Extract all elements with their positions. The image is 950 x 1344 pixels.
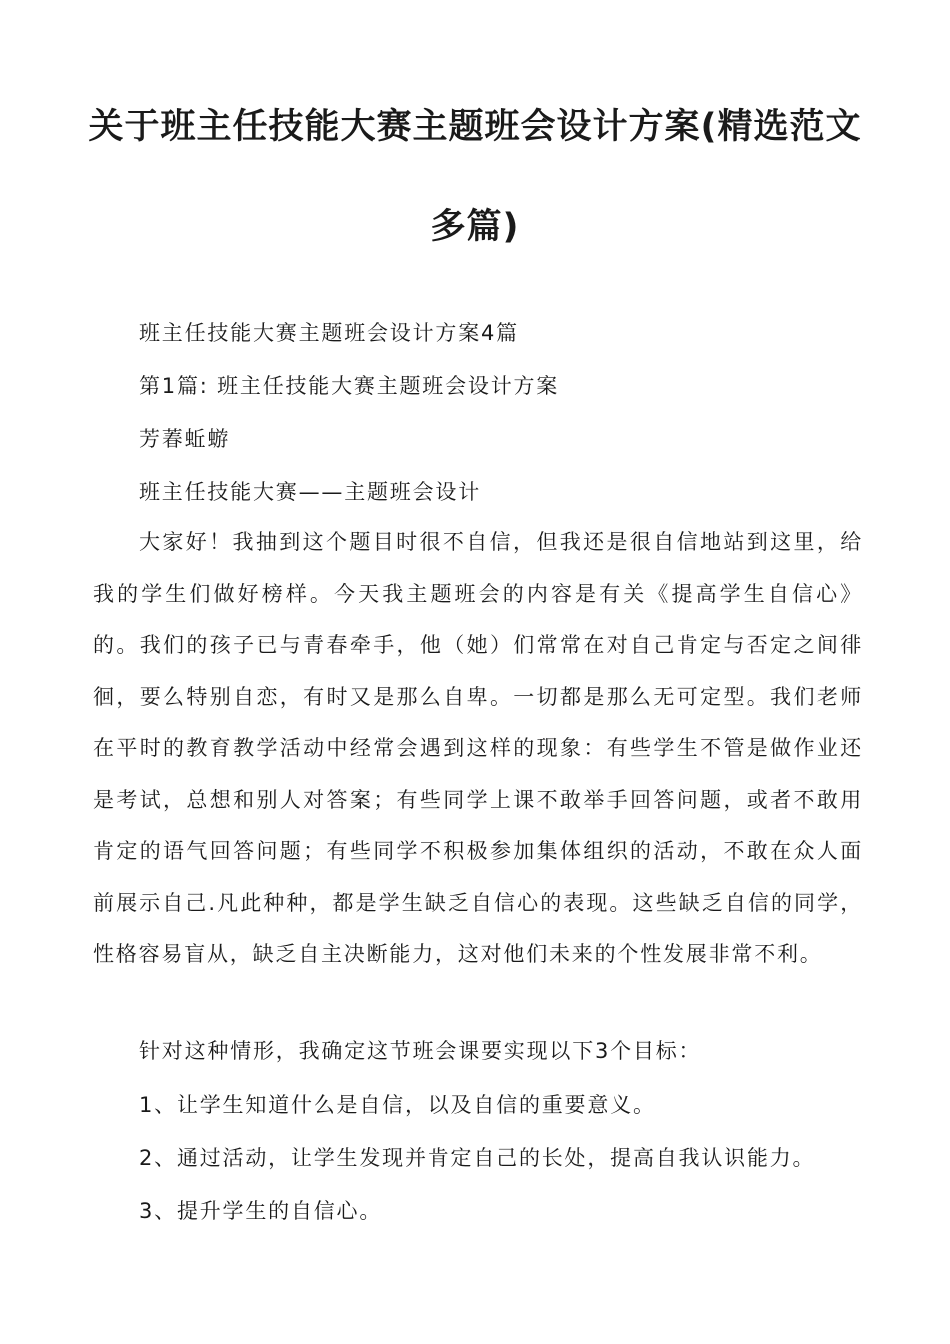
author-line: 芳萶蚯蝣 (139, 427, 231, 451)
document-title-line-1: 关于班主任技能大赛主题班会设计方案(精选范文 (88, 107, 862, 147)
goal-item: 1、让学生知道什么是自信，以及自信的重要意义。 (139, 1093, 656, 1117)
goal-item: 2、通过活动，让学生发现并肯定自己的长处，提高自我认识能力。 (139, 1146, 816, 1170)
subtitle: 班主任技能大赛——主题班会设计 (139, 480, 481, 504)
intro-paragraph: 大家好！我抽到这个题目时很不自信，但我还是很自信地站到这里，给我的学生们做好榜样。今天我主题班会的内容是有关《提高学生自信心》的。我们的孩子已与青春牵手，他（她）们常常在对自己肯定与否定之间徘徊，要么特别自恋，有时又是那么自卑。一切都是那么无可定型。我们老师在平时的教育教学活动中经常会遇到这样的现象：有些学生不管是做作业还是考试，总想和别人对答案；有些同学上课不敢举手回答问题，或者不敢用肯定的语气回答问题；有些同学不积极参加集体组织的活动，不敢在众人面前展示自己.凡此种种，都是学生缺乏自信心的表现。这些缺乏自信的同学，性格容易盲从，缺乏自主决断能力，这对他们未来的个性发展非常不利。 (93, 530, 863, 966)
document-title-line-2: 多篇) (430, 207, 520, 247)
collection-heading: 班主任技能大赛主题班会设计方案4篇 (139, 321, 519, 345)
goals-intro: 针对这种情形，我确定这节班会课要实现以下3个目标： (139, 1039, 702, 1063)
goal-item: 3、提升学生的自信心。 (139, 1199, 383, 1223)
part-heading: 第1篇: 班主任技能大赛主题班会设计方案 (139, 374, 560, 398)
